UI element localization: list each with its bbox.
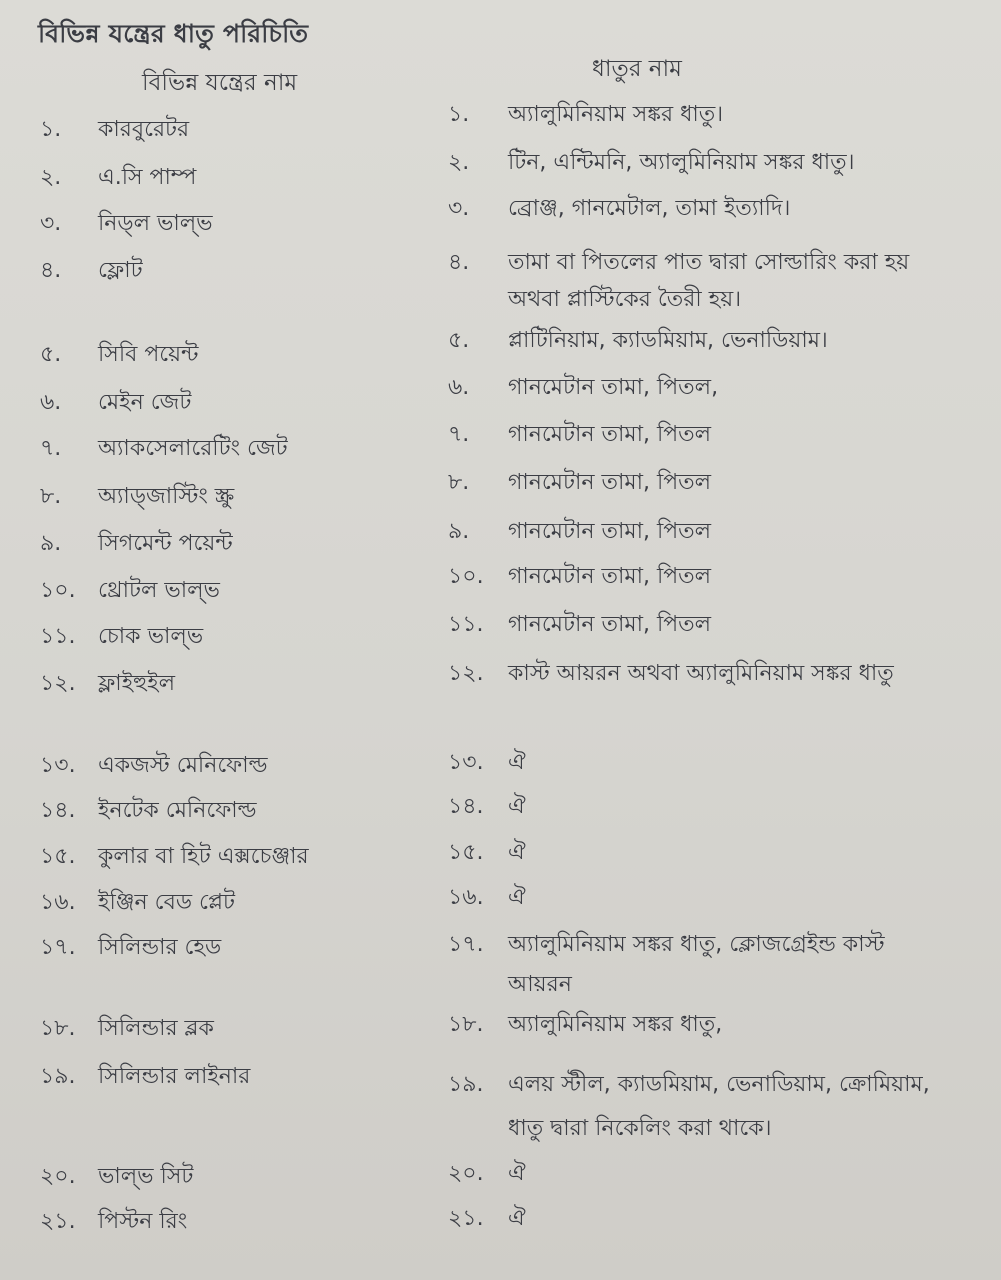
part-name: ইনটেক মেনিফোল্ড: [98, 798, 257, 823]
part-name: ফ্লাইহুইল: [98, 671, 176, 696]
metal-number: ১৪.: [448, 794, 484, 819]
part-name: মেইন জেট: [98, 390, 192, 415]
part-row: [40, 797, 257, 825]
part-name: সিলিন্ডার হেড: [98, 935, 222, 960]
metal-name: ঐ: [508, 1161, 526, 1186]
metal-name: ঐ: [508, 750, 526, 775]
part-name: ভাল্‌ভ সিট: [98, 1164, 194, 1189]
metal-name: গানমেটান তামা, পিতল: [508, 519, 712, 544]
part-name: সিলিন্ডার ব্লক: [98, 1016, 214, 1041]
part-row: [40, 389, 191, 417]
metal-name: এলয় স্টীল, ক্যাডমিয়াম, ভেনাডিয়াম, ক্রোমিয়াম, ধাতু দ্বারা নিকেলিং করা থাকে।: [508, 1072, 930, 1141]
part-name: সিগমেন্ট পয়েন্ট: [98, 531, 233, 556]
metal-number: ১.: [448, 102, 470, 127]
part-number: ৫.: [40, 342, 62, 367]
part-row: [40, 257, 143, 285]
metal-number: ১৬.: [448, 885, 484, 910]
column-header-metal-name: ধাতুর নাম: [592, 56, 682, 82]
metal-row: [448, 1063, 948, 1151]
metal-row: [448, 749, 948, 777]
part-number: ৬.: [40, 390, 62, 415]
part-row: [40, 623, 203, 651]
metal-name: অ্যালুমিনিয়াম সঙ্কর ধাতু।: [508, 102, 724, 127]
part-name: কারবুরেটর: [98, 117, 190, 142]
metal-row: [448, 518, 948, 546]
part-number: ১.: [40, 117, 62, 142]
metal-name: ঐ: [508, 885, 526, 910]
column-header-part-name: বিভিন্ন যন্ত্রের নাম: [142, 70, 298, 96]
metal-number: ১২.: [448, 661, 484, 686]
metal-number: ১৮.: [448, 1012, 484, 1037]
metal-number: ৬.: [448, 375, 470, 400]
metal-number: ১৩.: [448, 750, 484, 775]
metal-name: প্লাটিনিয়াম, ক্যাডমিয়াম, ভেনাডিয়াম।: [508, 328, 828, 353]
page-title: বিভিন্ন যন্ত্রের ধাতু পরিচিতি: [38, 19, 309, 48]
metal-number: ২০.: [448, 1161, 484, 1186]
part-row: [40, 164, 196, 192]
part-name: থ্রোটল ভাল্‌ভ: [98, 578, 220, 603]
part-row: [40, 210, 213, 238]
part-row: [40, 483, 234, 511]
metal-row: [448, 925, 948, 1005]
part-number: ১৩.: [40, 753, 76, 778]
metal-name: গানমেটান তামা, পিতল,: [508, 375, 719, 400]
metal-number: ২.: [448, 150, 470, 175]
metal-number: ১৫.: [448, 840, 484, 865]
part-row: [40, 843, 309, 871]
part-number: ১৯.: [40, 1064, 76, 1089]
metal-name: ঐ: [508, 1206, 526, 1231]
part-name: সিলিন্ডার লাইনার: [98, 1064, 251, 1089]
part-row: [40, 341, 198, 369]
part-name: একজস্ট মেনিফোল্ড: [98, 753, 268, 778]
part-row: [40, 1163, 193, 1191]
metal-number: ৮.: [448, 470, 470, 495]
metal-name: গানমেটান তামা, পিতল: [508, 612, 712, 637]
part-row: [40, 577, 220, 605]
part-row: [40, 752, 268, 780]
metal-name: ব্রোঞ্জ, গানমেটাল, তামা ইত্যাদি।: [508, 196, 791, 221]
part-number: ২১.: [40, 1209, 76, 1234]
part-name: চোক ভাল্‌ভ: [98, 624, 204, 649]
metal-row: [448, 327, 948, 355]
metal-name: টিন, এন্টিমনি, অ্যালুমিনিয়াম সঙ্কর ধাতু।: [508, 150, 855, 175]
part-name: অ্যাকসেলারেটিং জেট: [98, 436, 288, 461]
metal-number: ৯.: [448, 519, 470, 544]
part-name: অ্যাড্‌জাস্টিং স্ক্রু: [98, 484, 235, 509]
part-row: [40, 889, 235, 917]
metal-number: ১৭.: [448, 932, 484, 957]
metal-row: [448, 1160, 948, 1188]
part-name: এ.সি পাম্প: [98, 165, 197, 190]
part-name: নিড্‌ল ভাল্‌ভ: [98, 211, 213, 236]
part-number: ১১.: [40, 624, 76, 649]
part-number: ১৫.: [40, 844, 76, 869]
part-name: পিস্টন রিং: [98, 1209, 188, 1234]
metal-number: ৭.: [448, 422, 470, 447]
metal-name: তামা বা পিতলের পাত দ্বারা সোল্ডারিং করা হয় অথবা প্লাস্টিকের তৈরী হয়।: [508, 250, 910, 312]
part-number: ৪.: [40, 258, 62, 283]
part-row: [40, 435, 288, 463]
metal-row: [448, 793, 948, 821]
part-number: ২.: [40, 165, 62, 190]
metal-row: [448, 884, 948, 912]
metal-row: [448, 374, 948, 402]
part-number: ৮.: [40, 484, 62, 509]
metal-number: ১১.: [448, 612, 484, 637]
part-number: ১২.: [40, 671, 76, 696]
part-name: ইঞ্জিন বেড প্লেট: [98, 890, 235, 915]
part-number: ৯.: [40, 531, 62, 556]
part-row: [40, 934, 221, 962]
part-number: ১৮.: [40, 1016, 76, 1041]
metal-row: [448, 244, 948, 318]
part-number: ৩.: [40, 211, 62, 236]
metal-name: গানমেটান তামা, পিতল: [508, 564, 712, 589]
part-row: [40, 1015, 214, 1043]
part-row: [40, 1063, 250, 1091]
metal-row: [448, 655, 948, 693]
part-name: কুলার বা হিট এক্সচেঞ্জার: [98, 844, 309, 869]
metal-row: [448, 611, 948, 639]
part-name: সিবি পয়েন্ট: [98, 342, 199, 367]
metal-number: ২১.: [448, 1206, 484, 1231]
part-row: [40, 116, 189, 144]
metal-row: [448, 469, 948, 497]
metal-name: অ্যালুমিনিয়াম সঙ্কর ধাতু, ক্লোজগ্রেইন্ড কাস্ট আয়রন: [508, 932, 885, 997]
metal-row: [448, 101, 948, 129]
metal-name: কাস্ট আয়রন অথবা অ্যালুমিনিয়াম সঙ্কর ধাতু: [508, 661, 894, 686]
metal-number: ৩.: [448, 196, 470, 221]
part-number: ১৬.: [40, 890, 76, 915]
metal-name: গানমেটান তামা, পিতল: [508, 470, 712, 495]
part-name: ফ্লোট: [98, 258, 143, 283]
metal-name: গানমেটান তামা, পিতল: [508, 422, 712, 447]
metal-number: ৪.: [448, 250, 470, 275]
metal-name: অ্যালুমিনিয়াম সঙ্কর ধাতু,: [508, 1012, 723, 1037]
metal-number: ১৯.: [448, 1072, 484, 1097]
metal-name: ঐ: [508, 840, 526, 865]
part-number: ৭.: [40, 436, 62, 461]
part-row: [40, 530, 233, 558]
metal-number: ৫.: [448, 328, 470, 353]
metal-row: [448, 149, 948, 177]
metal-row: [448, 1011, 948, 1039]
part-number: ১৪.: [40, 798, 76, 823]
metal-row: [448, 839, 948, 867]
metal-name: ঐ: [508, 794, 526, 819]
part-number: ২০.: [40, 1164, 76, 1189]
metal-row: [448, 1205, 948, 1233]
part-number: ১৭.: [40, 935, 76, 960]
metal-row: [448, 563, 948, 591]
metal-row: [448, 421, 948, 449]
part-number: ১০.: [40, 578, 76, 603]
part-row: [40, 1208, 187, 1236]
part-row: [40, 670, 175, 698]
metal-number: ১০.: [448, 564, 484, 589]
metal-row: [448, 195, 948, 223]
